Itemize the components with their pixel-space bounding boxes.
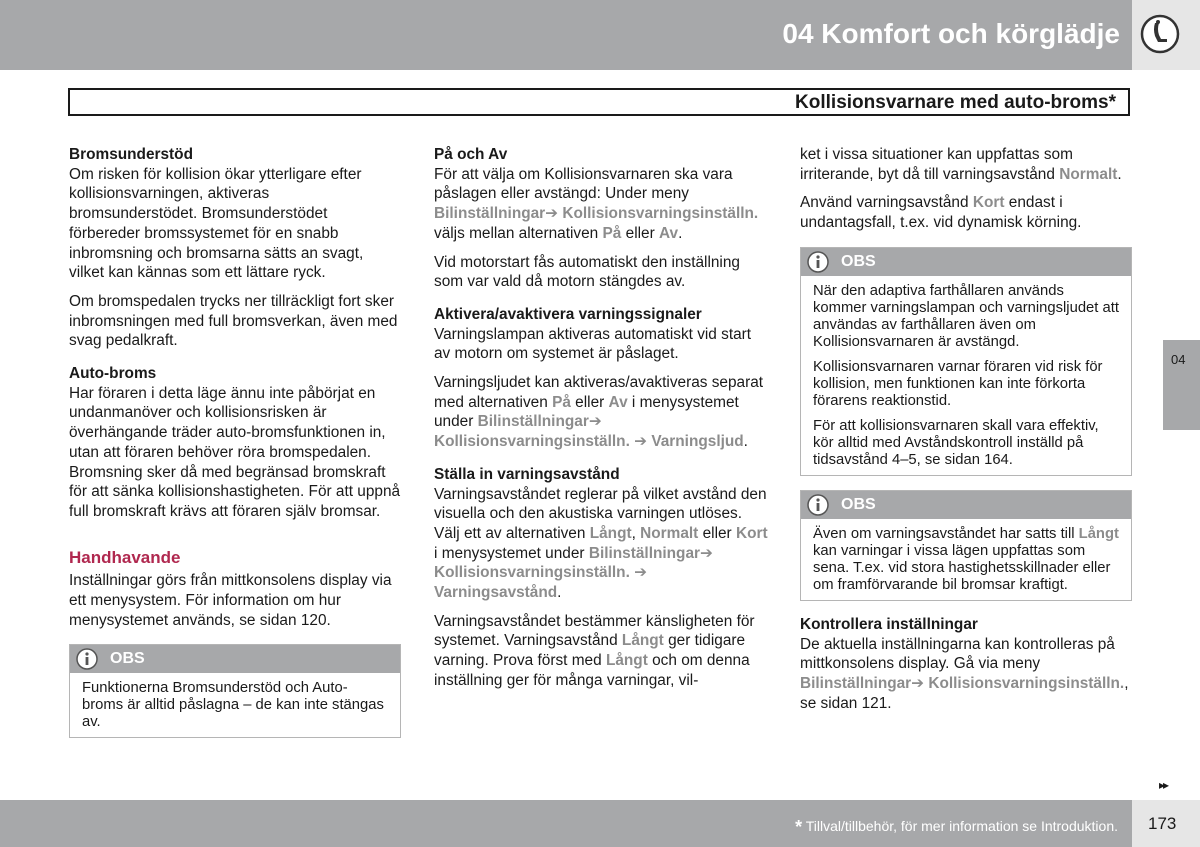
obs-body [801, 276, 1131, 475]
option-normalt: Normalt [1059, 165, 1118, 183]
paragraph: Inställningar görs från mittkonsolens display via ett menysystem. För information om hur menysystemet används, se sidan 120. [69, 572, 392, 629]
menu-item-kollisionsvarning: Kollisionsvarningsinställn. [928, 674, 1125, 692]
menu-item-kollisionsvarning: Kollisionsvarningsinställn. [562, 205, 759, 223]
menu-item-varningsavstand: Varningsavstånd [434, 584, 558, 602]
obs-text: Kollisionsvarnaren varnar föraren vid risk för kollision, men funktionen kan inte förkorta förarens reaktionstid. [813, 358, 1103, 409]
paragraph [800, 145, 1132, 184]
option-pa: På [602, 224, 622, 242]
obs-header [70, 645, 400, 673]
obs-label: OBS [110, 650, 145, 668]
text: Varningsljudet kan aktiveras/avaktiveras separat med alternativen [434, 374, 764, 411]
text: i menysystemet under [434, 544, 589, 562]
heading-kontrollera: Kontrollera inställningar [800, 615, 978, 633]
option-langt: Långt [1078, 525, 1119, 542]
text: eller [621, 224, 659, 242]
text: För att välja om Kollisionsvarnaren ska vara påslagen eller avstängd: Under meny [434, 165, 733, 203]
text: Även om varningsavståndet har satts till [813, 525, 1079, 542]
text: ger tidigare varning. Prova först med [434, 632, 746, 670]
arrow-right-icon: ➔ [588, 413, 602, 431]
paragraph [800, 193, 1132, 232]
paragraph: Vid motorstart fås automatiskt den inställning som var vald då motorn stängdes av. [434, 253, 740, 291]
column-1 [69, 145, 401, 752]
info-icon [807, 251, 829, 273]
text: endast i undantagsfall, t.ex. vid dynamisk körning. [800, 194, 1082, 232]
menu-item-bilinstallningar: Bilinställningar [477, 413, 589, 431]
menu-item-kollisionsvarning: Kollisionsvarningsinställn. [434, 433, 630, 451]
obs-note [800, 247, 1132, 476]
footnote-star: * [795, 817, 803, 837]
text: Använd varningsavstånd [800, 194, 973, 212]
obs-text: För att kollisionsvarnaren skall vara effektiv, kör alltid med Avståndskontroll inställd på tidsavstånd 4–5, se sidan 164. [813, 417, 1099, 468]
info-icon [76, 648, 98, 670]
heading-autobroms: Auto-broms [69, 365, 157, 383]
text: kan varningar i vissa lägen uppfattas som sena. T.ex. vid stora hastighetsskillnader eller om framförvarande bil bromsar kraftigt. [813, 542, 1111, 593]
option-langt: Långt [621, 632, 664, 650]
obs-note [800, 490, 1132, 601]
text: eller [570, 393, 609, 411]
heading-pa-och-av: På och Av [434, 146, 508, 163]
paragraph: Om bromspedalen trycks ner tillräckligt fort sker inbromsningen med full bromsverkan, även med svag pedalkraft. [69, 292, 398, 350]
obs-text [813, 526, 1119, 594]
heading-aktivera: Aktivera/avaktivera varningssignaler [434, 305, 702, 323]
obs-body [801, 519, 1131, 600]
paragraph: Varningslampan aktiveras automatiskt vid start av motorn om systemet är påslaget. [434, 325, 752, 363]
option-kort: Kort [972, 194, 1005, 212]
arrow-right-icon: ➔ [634, 564, 648, 582]
option-kort: Kort [735, 524, 768, 542]
text: i menysystemet under [434, 393, 739, 431]
column-2 [434, 145, 769, 700]
menu-item-bilinstallningar: Bilinställningar [800, 674, 912, 692]
text: Varningsavståndet reglerar på vilket avstånd den visuella och den akustiska varningen utlöses. Välj ett av alternativen [434, 485, 767, 542]
text: väljs mellan alternativen [434, 224, 603, 242]
obs-label: OBS [841, 252, 876, 270]
obs-note [69, 644, 401, 738]
arrow-right-icon: ➔ [634, 433, 648, 451]
text: . [1117, 165, 1122, 183]
heading-handhavande: Handhavande [69, 547, 181, 567]
option-av: Av [608, 393, 628, 411]
text: Varningsavståndet bestämmer känsligheten för systemet. Varningsavstånd [434, 612, 755, 650]
chapter-side-tab-label: 04 [1171, 352, 1186, 367]
text: . [557, 584, 562, 602]
text: , se sidan 121. [800, 674, 1129, 712]
obs-text: När den adaptiva farthållaren används kommer varningslampan och varningsljudet att användas av farthållaren även om Kollisionsvarnaren är avstängd. [813, 282, 1119, 350]
obs-header [801, 491, 1131, 519]
text: och om denna inställning ger för många varningar, vil- [434, 652, 750, 689]
column-3 [800, 145, 1132, 722]
chapter-title: 04 Komfort och körglädje [782, 18, 1120, 49]
option-langt: Långt [589, 524, 632, 542]
option-normalt: Normalt [640, 524, 699, 542]
text: De aktuella inställningarna kan kontrolleras på mittkonsolens display. Gå via meny [800, 635, 1115, 673]
text: . [678, 224, 683, 242]
heading-bromsunderstod: Bromsunderstöd [69, 146, 193, 163]
section-title: Kollisionsvarnare med auto-broms* [795, 92, 1116, 113]
option-av: Av [659, 224, 679, 242]
paragraph: Har föraren i detta läge ännu inte påbörjat en undanmanöver och kollisionsrisken är överhängande träder auto-bromsfunktionen in, utan att föraren behöver röra bromspedalen. Bromsning sker då med begränsad bromskraft för att sänka kollisionshastigheten. För att uppnå full bromskraft krävs att föraren själv bromsar. [69, 384, 401, 520]
arrow-right-icon: ➔ [911, 674, 925, 692]
section-heading-box [68, 88, 1130, 116]
text: eller [698, 524, 736, 542]
obs-text: Funktionerna Bromsunderstöd och Auto-broms är alltid påslagna – de kan inte stängas av. [82, 680, 384, 731]
menu-item-bilinstallningar: Bilinställningar [434, 205, 546, 223]
info-icon [807, 494, 829, 516]
footnote-text: Tillval/tillbehör, för mer information se Introduktion. [805, 818, 1118, 834]
paragraph [434, 165, 769, 244]
heading-stalla-in: Ställa in varningsavstånd [434, 465, 620, 483]
seat-icon [1140, 14, 1180, 54]
page-number: 173 [1148, 814, 1177, 833]
paragraph [434, 612, 769, 691]
paragraph [434, 373, 769, 452]
footnote [795, 817, 1118, 838]
text: , [631, 524, 641, 542]
next-page-icon: ▸▸ [1159, 778, 1168, 792]
menu-item-varningsljud: Varningsljud [651, 433, 744, 451]
arrow-right-icon: ➔ [545, 205, 559, 223]
arrow-right-icon: ➔ [700, 544, 713, 562]
obs-header [801, 248, 1131, 276]
text: ket i vissa situationer kan uppfattas som irriterande, byt då till varningsavstånd [800, 146, 1073, 183]
option-pa: På [552, 393, 571, 411]
text: . [743, 433, 748, 451]
paragraph: Om risken för kollision ökar ytterligare efter kollisionsvarningen, aktiveras bromsunderstödet. Bromsunderstödet förbereder bromssystemet för en snabb inbromsning och bromsarna sätts an svagt, vilket kan kännas som ett lättare ryck. [69, 165, 364, 282]
obs-body [70, 673, 400, 737]
paragraph [434, 485, 769, 603]
menu-item-kollisionsvarning: Kollisionsvarningsinställn. [434, 564, 630, 582]
option-langt: Långt [605, 652, 648, 670]
obs-label: OBS [841, 495, 876, 513]
paragraph [800, 635, 1132, 714]
menu-item-bilinstallningar: Bilinställningar [588, 544, 700, 562]
